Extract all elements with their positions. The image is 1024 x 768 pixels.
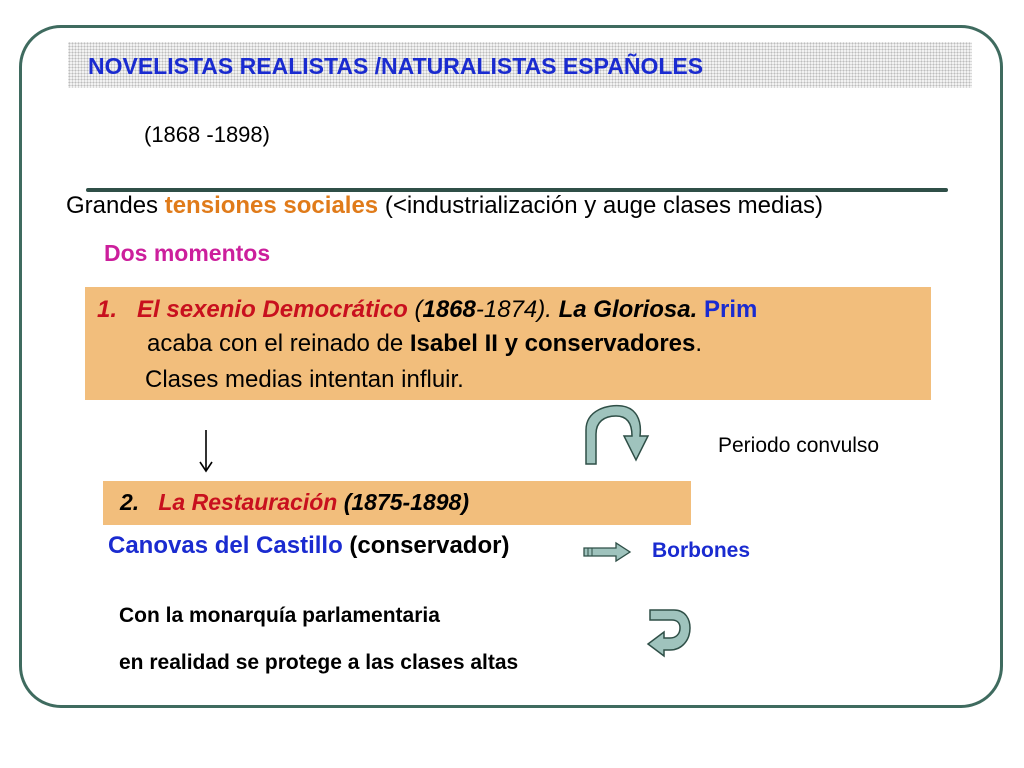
monarquia-line: Con la monarquía parlamentaria <box>119 604 440 627</box>
moment-1-line-2-post: . <box>695 330 703 357</box>
tensions-line <box>66 192 823 220</box>
period-dates: (1868 -1898) <box>144 122 270 147</box>
moment-2-name: La Restauración <box>158 489 338 515</box>
right-arrow-icon <box>582 541 632 563</box>
moment-1-line-2-pre: acaba con el reinado de <box>147 330 410 357</box>
down-arrow-icon <box>196 428 216 474</box>
slide-title: NOVELISTAS REALISTAS /NATURALISTAS ESPAÑOLES <box>88 53 704 79</box>
canovas-line <box>108 532 509 560</box>
moment-2-number: 2. <box>120 489 140 515</box>
tensions-highlight: tensiones sociales <box>164 192 379 219</box>
tensions-post: (<industrialización y auge clases medias) <box>378 192 824 219</box>
moment-1-year-start: 1868 <box>422 296 476 323</box>
two-moments-heading: Dos momentos <box>104 240 271 266</box>
moment-1-line-2-bold: Isabel II y conservadores <box>409 330 696 357</box>
borbones-label: Borbones <box>652 539 751 562</box>
moment-1-number: 1. <box>97 296 118 323</box>
moment-2-dates: (1875-1898) <box>337 489 470 515</box>
moment-1-line-1 <box>97 296 757 324</box>
canovas-role: (conservador) <box>342 532 510 559</box>
tensions-pre: Grandes <box>66 192 165 219</box>
canovas-name: Canovas del Castillo <box>108 532 343 559</box>
realidad-line: en realidad se protege a las clases altas <box>119 651 519 674</box>
periodo-convulso-label: Periodo convulso <box>718 434 880 457</box>
moment-1-dates-open: ( <box>407 296 423 323</box>
u-turn-arrow-icon <box>644 606 694 658</box>
moment-1-year-rest: -1874). <box>475 296 559 323</box>
moment-1-line-3: Clases medias intentan influir. <box>145 366 464 393</box>
moment-1-nickname: La Gloriosa. <box>558 296 698 323</box>
moment-2-line <box>120 489 469 516</box>
moment-1-name: El sexenio Democrático <box>137 296 408 323</box>
moment-1-line-2 <box>147 330 702 358</box>
moment-1-leader: Prim <box>697 296 758 323</box>
curved-arrow-icon <box>580 402 656 466</box>
